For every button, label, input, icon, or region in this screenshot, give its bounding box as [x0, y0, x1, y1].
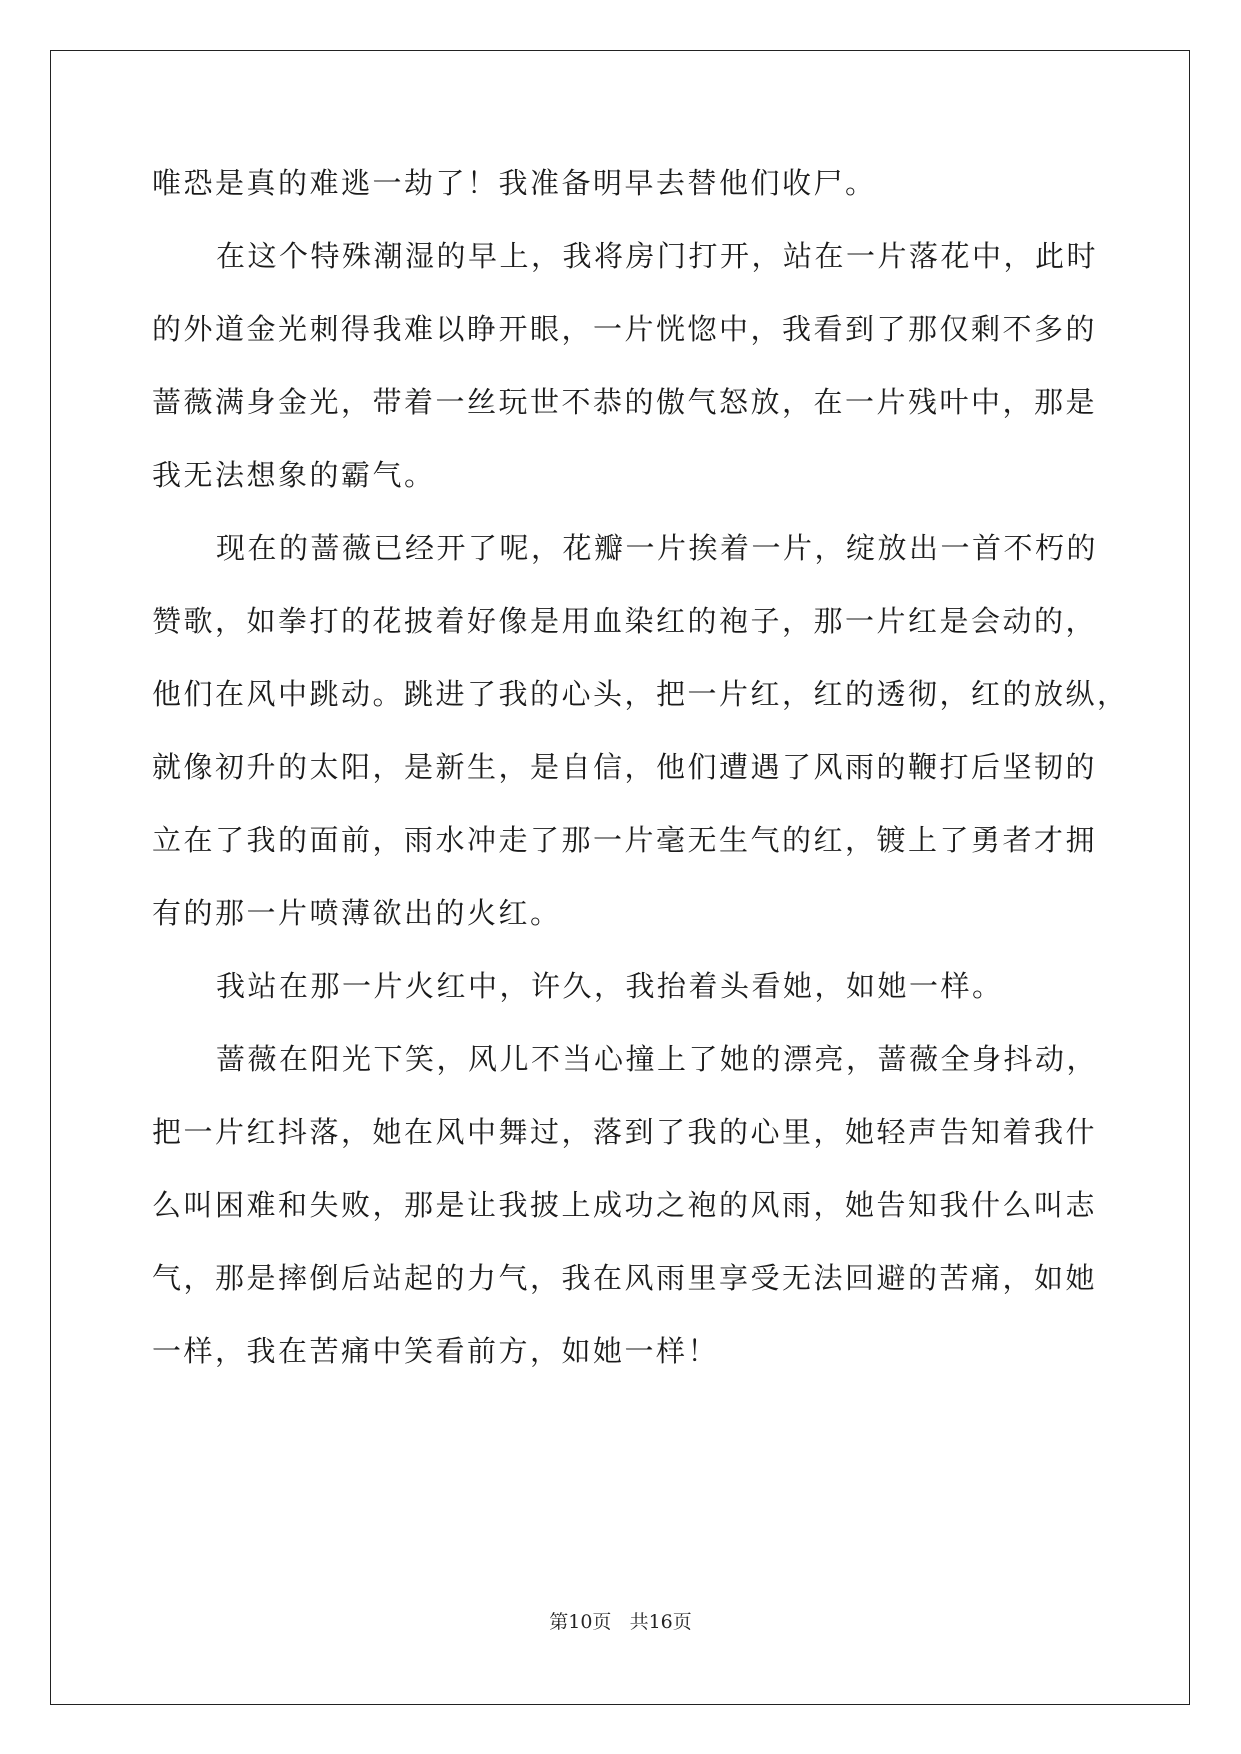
- paragraph-start-line: 现在的蔷薇已经开了呢，花瓣一片挨着一片，绽放出一首不朽的: [216, 531, 1099, 565]
- text-line: 就像初升的太阳，是新生，是自信，他们遭遇了风雨的鞭打后坚韧的: [152, 750, 1098, 784]
- page-footer: [0, 1610, 1241, 1634]
- text-line: 赞歌，如拳打的花披着好像是用血染红的袍子，那一片红是会动的，: [152, 604, 1098, 638]
- paragraph-start-line: 在这个特殊潮湿的早上，我将房门打开，站在一片落花中，此时: [216, 239, 1099, 273]
- text-line: 的外道金光刺得我难以睁开眼，一片恍惚中，我看到了那仅剩不多的: [152, 312, 1098, 346]
- text-line: 么叫困难和失败，那是让我披上成功之袍的风雨，她告知我什么叫志: [152, 1188, 1098, 1222]
- page-total: 共16页: [629, 1611, 692, 1633]
- text-line: 唯恐是真的难逃一劫了！我准备明早去替他们收尸。: [152, 166, 877, 200]
- paragraph-start-line: 我站在那一片火红中，许久，我抬着头看她，如她一样。: [216, 969, 1004, 1003]
- text-line: 气，那是摔倒后站起的力气，我在风雨里享受无法回避的苦痛，如她: [152, 1261, 1098, 1295]
- text-line: 一样，我在苦痛中笑看前方，如她一样！: [152, 1334, 720, 1368]
- text-line: 把一片红抖落，她在风中舞过，落到了我的心里，她轻声告知着我什: [152, 1115, 1098, 1149]
- page-border: [50, 50, 1190, 1705]
- text-line: 我无法想象的霸气。: [152, 458, 436, 492]
- text-line: 蔷薇满身金光，带着一丝玩世不恭的傲气怒放，在一片残叶中，那是: [152, 385, 1098, 419]
- text-line: 有的那一片喷薄欲出的火红。: [152, 896, 562, 930]
- page-number: 第10页: [549, 1611, 612, 1633]
- text-line: 立在了我的面前，雨水冲走了那一片毫无生气的红，镀上了勇者才拥: [152, 823, 1098, 857]
- paragraph-start-line: 蔷薇在阳光下笑，风儿不当心撞上了她的漂亮，蔷薇全身抖动，: [216, 1042, 1099, 1076]
- text-line: 他们在风中跳动。跳进了我的心头，把一片红，红的透彻，红的放纵，: [152, 677, 1129, 711]
